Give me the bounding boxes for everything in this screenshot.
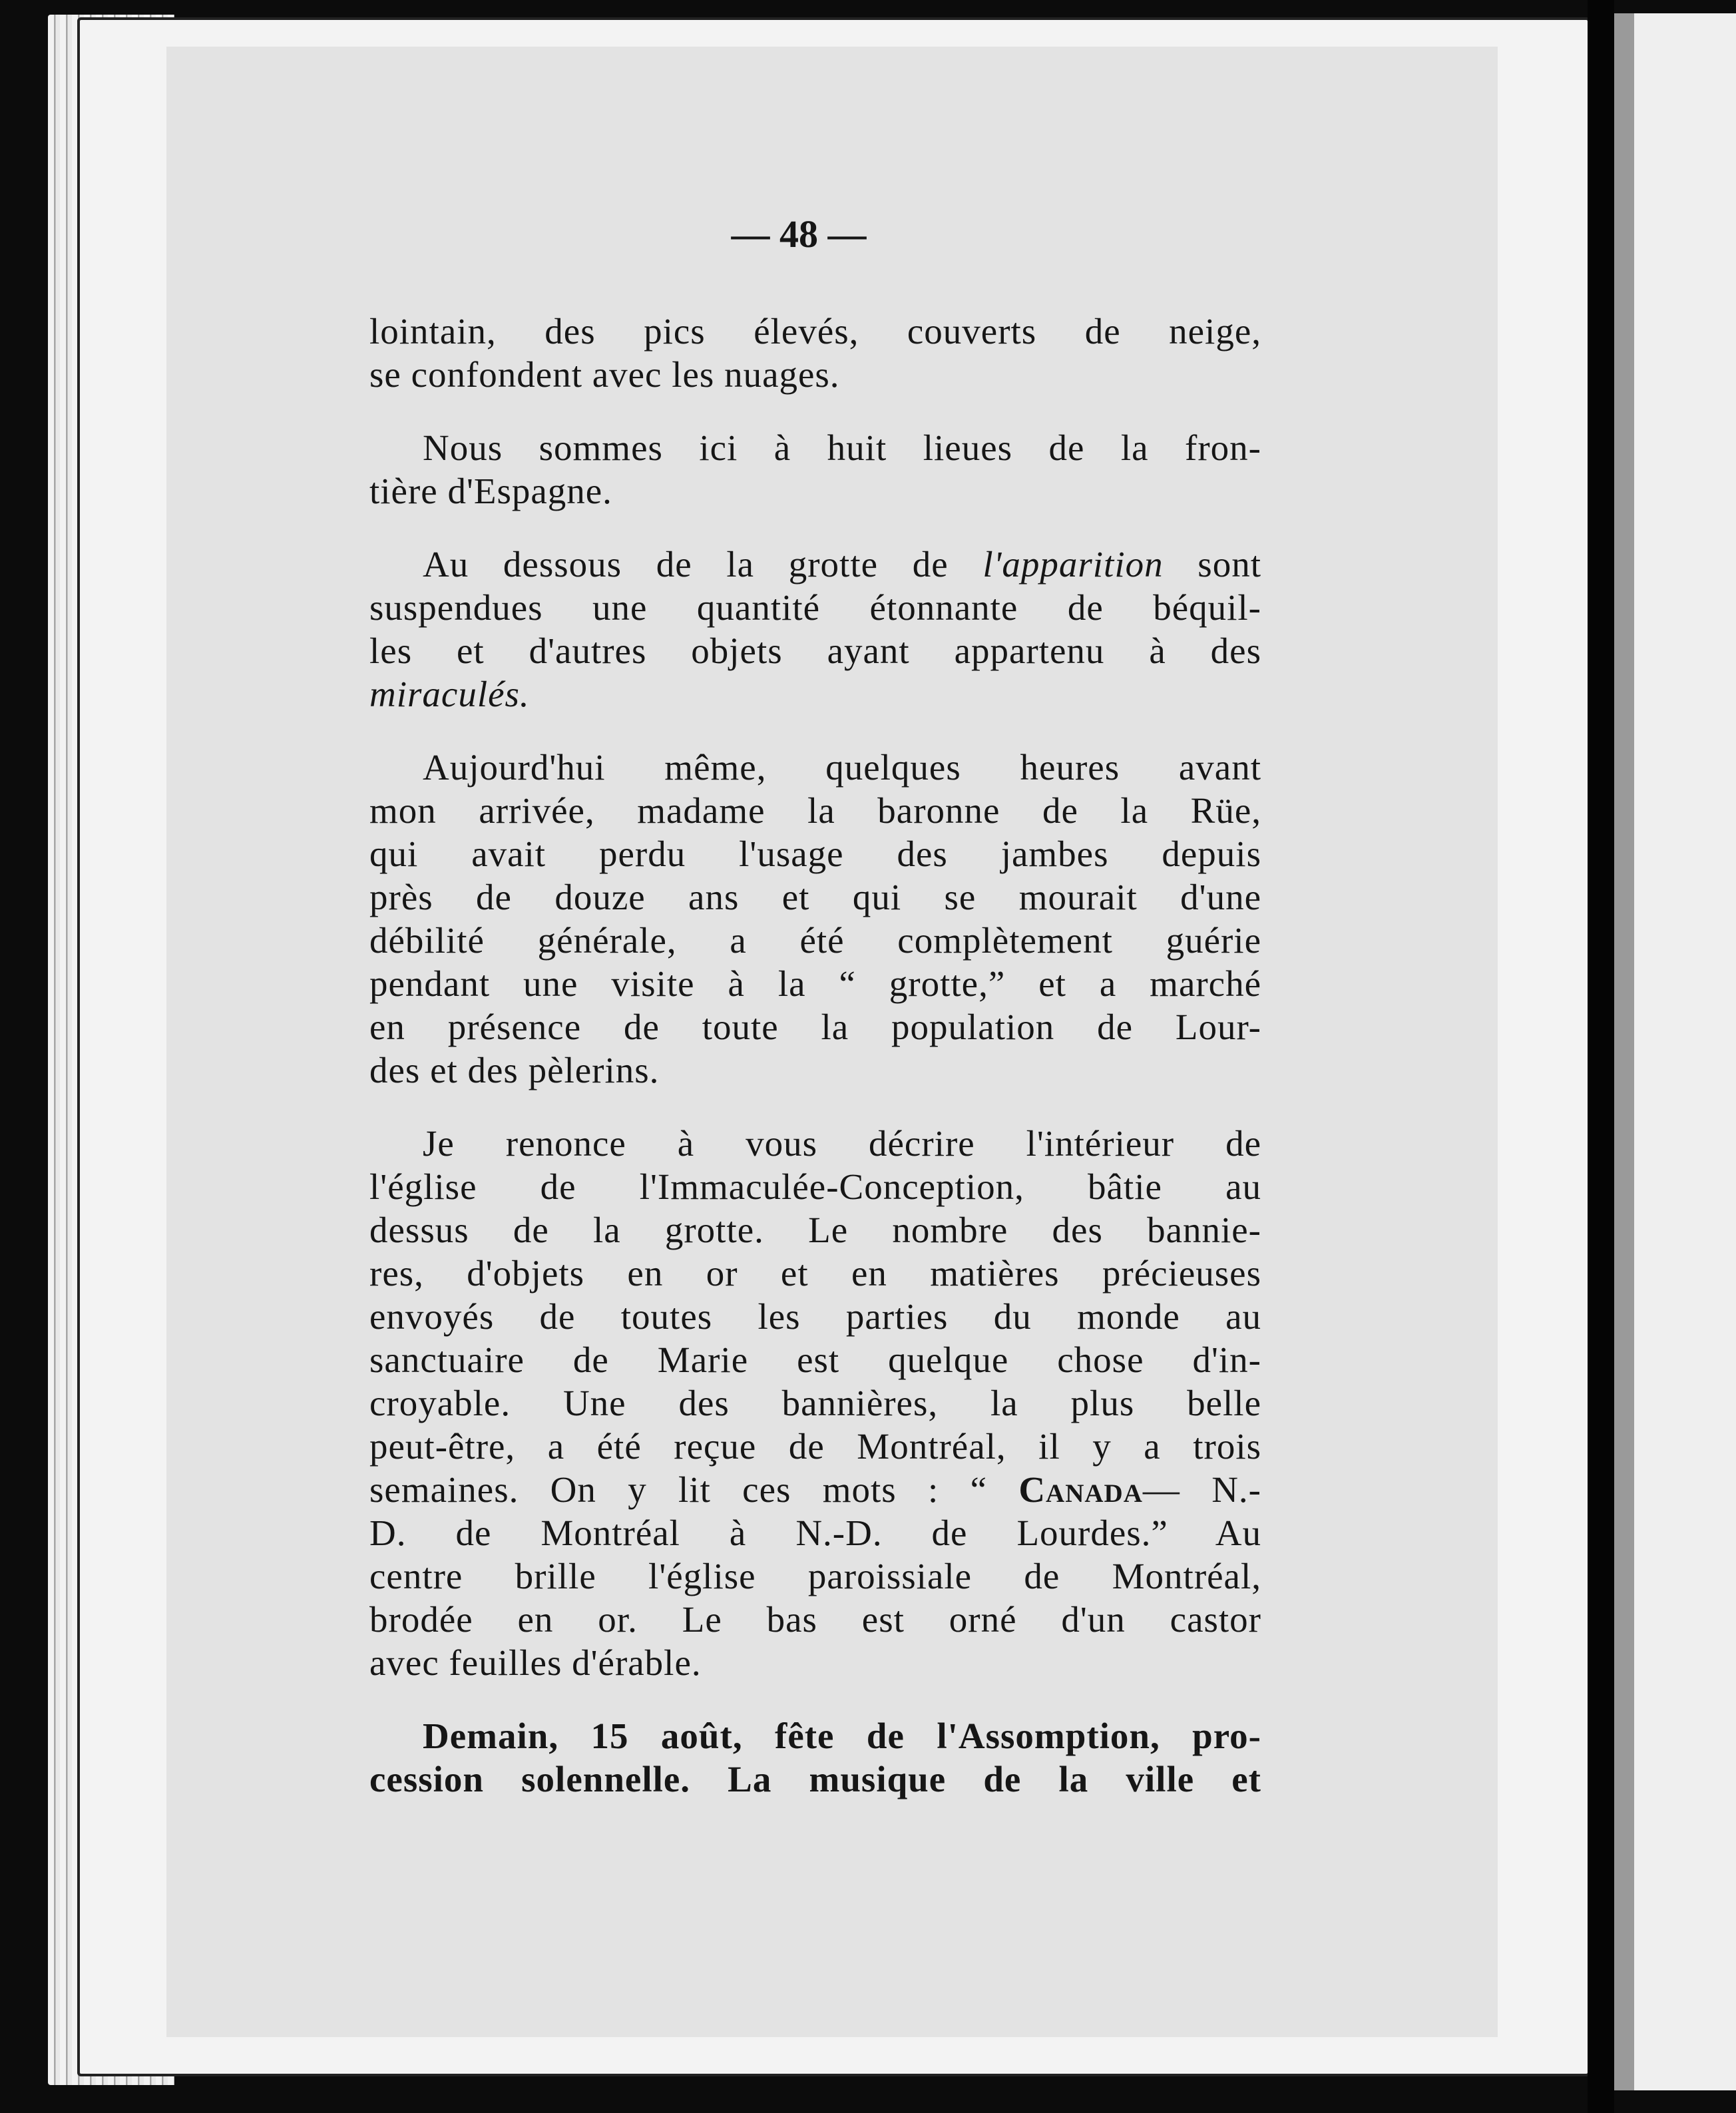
paragraph-4 [369, 746, 1261, 1092]
text-line: débilité générale, a été complètement guérie [369, 920, 1261, 961]
paragraph-1 [369, 310, 1261, 396]
text-line: sanctuaire de Marie est quelque chose d'in- [369, 1339, 1261, 1380]
text-line: dessus de la grotte. Le nombre des bannie- [369, 1210, 1261, 1250]
paragraph-3 [369, 543, 1261, 716]
text-line [369, 543, 1261, 586]
text-run: — N.- [1142, 1469, 1261, 1510]
text-line: Je renonce à vous décrire l'intérieur de [423, 1123, 1261, 1164]
text-line: suspendues une quantité étonnante de béquil- [369, 587, 1261, 628]
text-run: semaines. On y lit ces mots : “ [369, 1469, 1019, 1510]
text-line: qui avait perdu l'usage des jambes depuis [369, 833, 1261, 874]
text-line: envoyés de toutes les parties du monde au [369, 1296, 1261, 1337]
text-line: les et d'autres objets ayant appartenu à des [369, 630, 1261, 671]
text-line: centre brille l'église paroissiale de Montréal, [369, 1556, 1261, 1596]
text-line: en présence de toute la population de Lour- [369, 1007, 1261, 1047]
text-line: peut-être, a été reçue de Montréal, il y a trois [369, 1426, 1261, 1467]
facing-page-shadow [1614, 13, 1634, 2090]
book-gutter [1588, 0, 1614, 2113]
text-line: brodée en or. Le bas est orné d'un castor [369, 1599, 1261, 1640]
text-line: Nous sommes ici à huit lieues de la fron- [423, 427, 1261, 468]
small-caps-canada: Canada [1018, 1469, 1143, 1510]
text-line: des et des pèlerins. [369, 1050, 660, 1090]
paragraph-6 [369, 1714, 1261, 1801]
text-line [369, 1468, 1261, 1511]
text-line: D. de Montréal à N.-D. de Lourdes.” Au [369, 1513, 1261, 1553]
italic-term-apparition: l'apparition [982, 544, 1164, 585]
text-run: sont [1163, 544, 1261, 585]
text-line: lointain, des pics élevés, couverts de neige, [369, 311, 1261, 352]
text-line: croyable. Une des bannières, la plus belle [369, 1383, 1261, 1423]
text-line: avec feuilles d'érable. [369, 1642, 702, 1683]
text-line: pendant une visite à la “ grotte,” et a marché [369, 963, 1261, 1004]
text-line: l'église de l'Immaculée-Conception, bâtie au [369, 1166, 1261, 1207]
text-line: cession solennelle. La musique de la ville et [369, 1759, 1261, 1799]
text-line: près de douze ans et qui se mourait d'une [369, 877, 1261, 917]
page-number: — 48 — [731, 212, 867, 256]
text-run: Au dessous de la grotte de [423, 544, 983, 585]
text-line-italic: miraculés. [369, 674, 530, 714]
body-text [369, 310, 1261, 1801]
text-line: Aujourd'hui même, quelques heures avant [423, 747, 1261, 788]
text-line: tière d'Espagne. [369, 471, 612, 511]
text-line: res, d'objets en or et en matières précieuses [369, 1253, 1261, 1293]
text-line: mon arrivée, madame la baronne de la Rüe, [369, 790, 1261, 831]
paragraph-5 [369, 1122, 1261, 1684]
text-line: Demain, 15 août, fête de l'Assomption, pro- [423, 1716, 1261, 1756]
text-line: se confondent avec les nuages. [369, 354, 840, 395]
paragraph-2 [369, 426, 1261, 513]
